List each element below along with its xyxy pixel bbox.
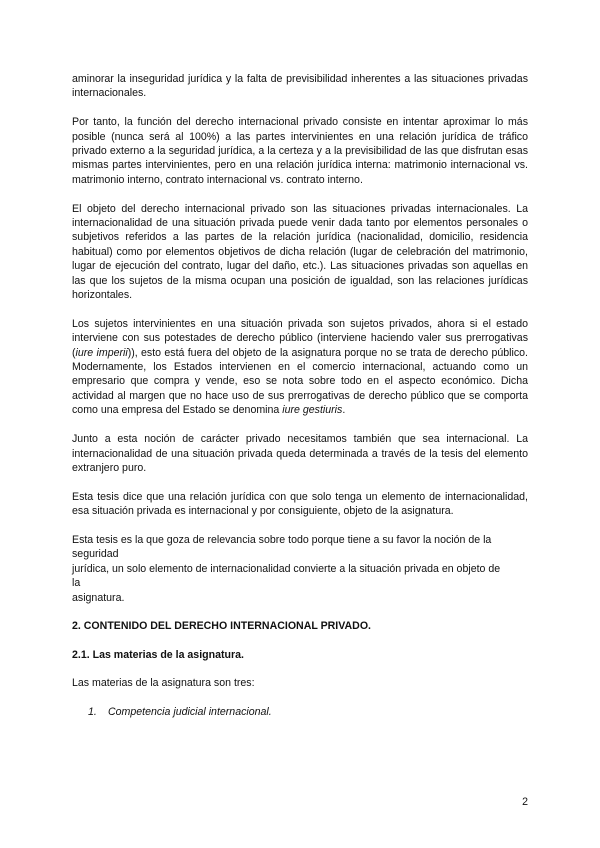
page-number: 2 [522, 796, 528, 808]
paragraph-subjects-text-b: )), esto está fuera del objeto de la asignatura porque no se trata de derecho público. Modernamente, los Estados intervienen en el comercio internacional, actuando como un empresario que compra y vende, eso se nota sobre todo en el aspecto económico. Dicha actividad al margen que no hace uso de sus prerrogativas de derecho público que se comporta como una empresa del Estado se denomina [72, 346, 528, 417]
paragraph-internationality: Junto a esta noción de carácter privado necesitamos también que sea internacional. La internacionalidad de una situación privada queda determinada a través de la tesis del elemento extranjero puro. [72, 433, 528, 474]
relevance-line: la [72, 577, 81, 590]
section-heading: 2. CONTENIDO DEL DERECHO INTERNACIONAL PRIVADO. [72, 620, 372, 633]
relevance-line: Esta tesis es la que goza de relevancia sobre todo porque tiene a su favor la noción de la [72, 533, 492, 546]
paragraph-thesis: Esta tesis dice que una relación jurídica con que solo tenga un elemento de internacionalidad, esa situación privada es internacional y por consiguiente, objeto de la asignatura. [72, 490, 528, 518]
term-iure-gestiuris: iure gestiuris [282, 404, 343, 417]
list-item [72, 705, 528, 719]
paragraph-continuation: aminorar la inseguridad jurídica y la falta de previsibilidad inherentes a las situaciones privadas internacionales. [72, 73, 528, 100]
list-intro: Las materias de la asignatura son tres: [72, 677, 255, 690]
relevance-line: asignatura. [72, 591, 125, 604]
subsection-heading: 2.1. Las materias de la asignatura. [72, 648, 244, 661]
relevance-line: seguridad [72, 548, 119, 561]
paragraph-subjects [72, 317, 528, 418]
paragraph-function: Por tanto, la función del derecho internacional privado consiste en intentar aproximar lo más posible (nunca será al 100%) a las partes intervinientes en una relación jurídica de tráfico privado externo a la seguridad jurídica, a la certeza y a la previsibilidad de las que disfrutan esas mismas partes intervinientes, pero en una relación jurídica interna: matrimonio internacional vs. matrimonio interno, contrato internacional vs. contrato interno. [72, 116, 528, 186]
paragraph-subjects-text-a: Los sujetos intervinientes en una situación privada son sujetos privados, ahora si el estado interviene con sus potestades de derecho público (interviene haciendo valer sus prerrogativas ( [72, 317, 528, 359]
paragraph-object: El objeto del derecho internacional privado son las situaciones privadas internacionales. La internacionalidad de una situación privada puede venir dada tanto por elementos personales o subjetivos referidos a las partes de la relación jurídica (nacionalidad, domicilio, residencia habitual) como por elementos objetivos de dicha relación (lugar de celebración del matrimonio, lugar de ejecución del contrato, lugar del daño, etc.). Las situaciones privadas son aquellas en las que los sujetos de la misma ocupan una posición de igualdad, son las relaciones jurídicas horizontales. [72, 202, 528, 302]
list-item-text: Competencia judicial internacional. [108, 705, 272, 718]
list-item-number: 1. [88, 705, 97, 718]
paragraph-relevance [72, 533, 528, 605]
relevance-line: jurídica, un solo elemento de internacionalidad convierte a la situación privada en objeto de [72, 562, 501, 575]
term-iure-imperii: iure imperii [75, 346, 128, 359]
page-content [72, 72, 528, 719]
paragraph-subjects-text-c: . [342, 404, 346, 417]
